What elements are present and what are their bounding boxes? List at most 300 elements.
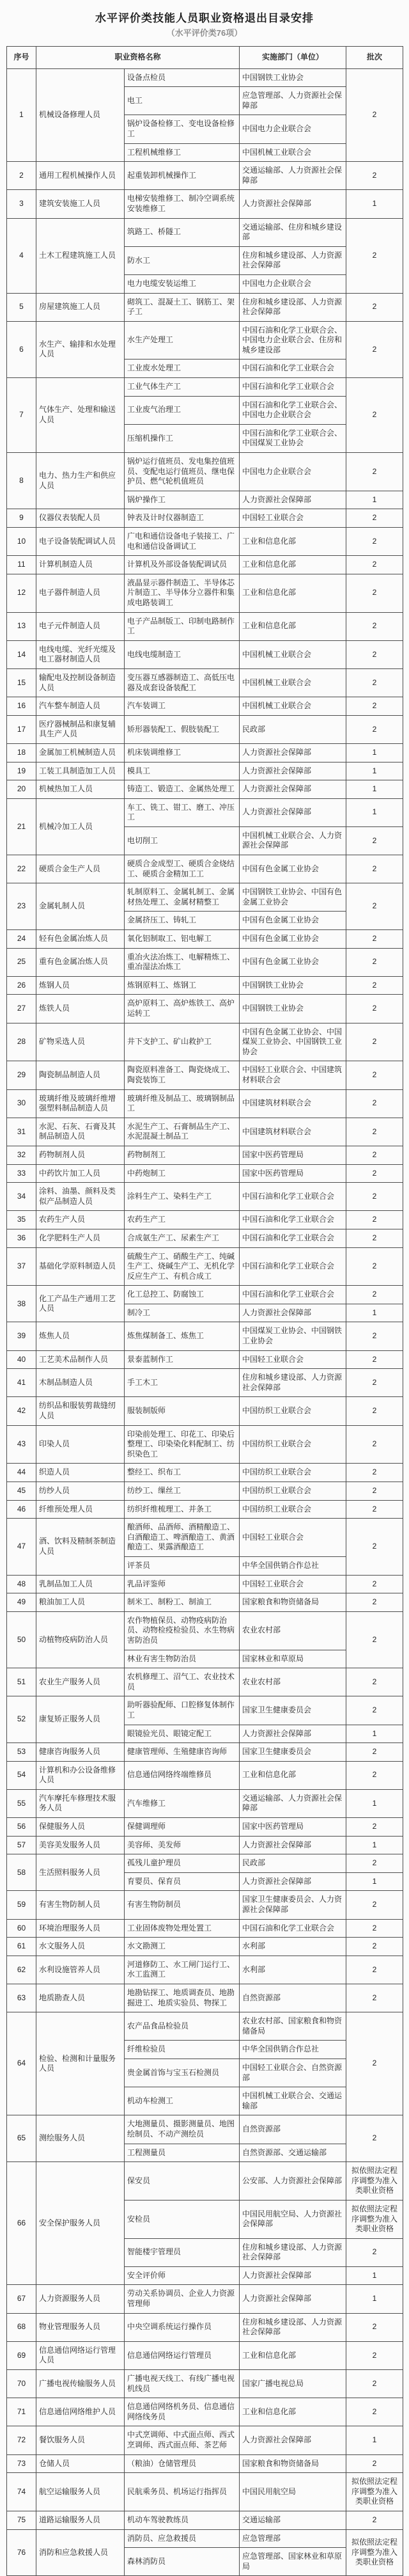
department-cell: 中国石油和化学工业联合会: [240, 360, 346, 378]
department-cell: 应急管理部: [240, 2529, 346, 2548]
department-cell: 国家卫生健康委员会、人力资源社会保障部: [240, 1891, 346, 1919]
row-number-cell: 69: [7, 2341, 36, 2369]
qualification-catalog-table: [6, 46, 403, 2576]
table-row: [7, 1761, 403, 1789]
row-number-cell: 20: [7, 780, 36, 799]
row-number-cell: 9: [7, 509, 36, 528]
department-cell: 人力资源社会保障部: [240, 798, 346, 826]
qualification-name-cell: 消防员、应急救援员: [125, 2529, 240, 2548]
table-row: [7, 1575, 403, 1593]
department-cell: 国家粮食和物资储备局: [240, 2454, 346, 2473]
batch-cell: 2: [346, 948, 403, 976]
qualification-name-cell: 广电和通信设备电子装接工、广电和通信设备调试工: [125, 528, 240, 556]
qualification-name-cell: 纺纱工、缫丝工: [125, 1482, 240, 1501]
batch-cell: 2: [346, 2370, 403, 2398]
qualification-name-cell: 硫酸生产工、硝酸生产工、纯碱生产工、烧碱生产工、无机化学反应生产工、有机合成工: [125, 1247, 240, 1286]
qualification-name-cell: 水泥生产工、石膏制品生产工、水泥混凝土制品工: [125, 1118, 240, 1146]
department-cell: 交通运输部、人力资源社会保障部: [240, 162, 346, 190]
department-cell: 自然资源部: [240, 1984, 346, 2012]
row-number-cell: 40: [7, 1350, 36, 1369]
row-number-cell: 52: [7, 1696, 36, 1743]
qualification-name-cell: 锅炉操作工: [125, 491, 240, 509]
category-cell: 信息通信网络运行管理人员: [36, 2341, 125, 2369]
row-number-cell: 63: [7, 1984, 36, 2012]
department-cell: 中国石油和化学工业联合会: [240, 1211, 346, 1229]
batch-cell: 2: [346, 883, 403, 930]
category-cell: 金属轧制人员: [36, 883, 125, 930]
department-cell: 人力资源社会保障部: [240, 1304, 346, 1322]
row-number-cell: 70: [7, 2370, 36, 2398]
table-row: [7, 378, 403, 397]
category-cell: 通用工程机械操作人员: [36, 162, 125, 190]
row-number-cell: 14: [7, 640, 36, 668]
qualification-name-cell: 健康管理师、生殖健康咨询师: [125, 1743, 240, 1762]
row-number-cell: 73: [7, 2454, 36, 2473]
row-number-cell: 33: [7, 1164, 36, 1183]
row-number-cell: 35: [7, 1211, 36, 1229]
row-number-cell: 21: [7, 798, 36, 855]
category-cell: 水生产、输排和水处理人员: [36, 321, 125, 377]
table-row: [7, 528, 403, 556]
qualification-name-cell: 化工总控工、防腐蚀工: [125, 1286, 240, 1304]
category-cell: 陶瓷制品制造人员: [36, 1061, 125, 1089]
qualification-name-cell: 金属挤压工、铸轧工: [125, 912, 240, 930]
batch-cell: 2: [346, 1984, 403, 2012]
batch-cell: 2: [346, 378, 403, 453]
category-cell: 炼钢人员: [36, 976, 125, 995]
department-cell: 中国轻工业联合会、中国建筑材料联合会: [240, 1061, 346, 1089]
row-number-cell: 24: [7, 930, 36, 949]
department-cell: 中国石油和化学工业联合会: [240, 1229, 346, 1247]
qualification-name-cell: 井下支护工、矿山救护工: [125, 1023, 240, 1061]
department-cell: 中国机械工业联合会、交通运输部: [240, 2087, 346, 2115]
department-cell: 工业和信息化部: [240, 2398, 346, 2426]
qualification-name-cell: 炼钢原料工、炼钢工: [125, 976, 240, 995]
department-cell: 自然资源部、交通运输部: [240, 2144, 346, 2162]
department-cell: 中国钢铁工业协会: [240, 995, 346, 1023]
category-cell: 地质勘查人员: [36, 1984, 125, 2012]
qualification-name-cell: 景泰蓝制作工: [125, 1350, 240, 1369]
row-number-cell: 29: [7, 1061, 36, 1089]
department-cell: 国家中医药管理局: [240, 1164, 346, 1183]
batch-cell: 2: [346, 528, 403, 556]
department-cell: 人力资源社会保障部: [240, 1836, 346, 1854]
batch-cell: 拟依照法定程序调整为准入类职业资格: [346, 2529, 403, 2576]
row-number-cell: 54: [7, 1761, 36, 1789]
category-cell: 农药生产人员: [36, 1211, 125, 1229]
category-cell: 检验、检测和计量服务人员: [36, 2012, 125, 2115]
table-row: [7, 1482, 403, 1501]
table-row: [7, 2473, 403, 2511]
qualification-name-cell: 电工: [125, 87, 240, 115]
batch-cell: 2: [346, 1611, 403, 1668]
table-row: [7, 1919, 403, 1938]
table-row: [7, 1743, 403, 1762]
batch-cell: 2: [346, 995, 403, 1023]
batch-cell: 2: [346, 668, 403, 697]
qualification-name-cell: 农机修理工、沼气工、农业技术员: [125, 1668, 240, 1696]
table-row: [7, 218, 403, 246]
batch-cell: 2: [346, 1425, 403, 1464]
qualification-name-cell: 农药生产工: [125, 1211, 240, 1229]
batch-cell: 2: [346, 574, 403, 612]
qualification-name-cell: 信息通信网络运行管理员: [125, 2341, 240, 2369]
table-row: [7, 1118, 403, 1146]
category-cell: 玻璃纤维及玻璃纤维增强塑料制品制造人员: [36, 1089, 125, 1118]
row-number-cell: 15: [7, 668, 36, 697]
department-cell: 农业农村部: [240, 1668, 346, 1696]
batch-cell: 2: [346, 930, 403, 949]
department-cell: 农业农村部、国家粮食和物资储备局: [240, 2012, 346, 2041]
table-row: [7, 2511, 403, 2529]
qualification-name-cell: 工业废气治理工: [125, 396, 240, 424]
department-cell: 中华全国供销合作总社: [240, 2041, 346, 2059]
department-cell: 公安部、人力资源社会保障部: [240, 2162, 346, 2201]
category-cell: 电子器件制造人员: [36, 574, 125, 612]
department-cell: 中国机械工业联合会: [240, 143, 346, 162]
department-cell: 中国机械工业联合会: [240, 697, 346, 716]
batch-cell: 2: [346, 293, 403, 321]
batch-cell: 1: [346, 2266, 403, 2285]
category-cell: 安全保护服务人员: [36, 2162, 125, 2285]
qualification-name-cell: 工业气体生产工: [125, 378, 240, 397]
qualification-name-cell: 中式烹调师、中式面点师、西式烹调师、西式面点师、茶艺师: [125, 2426, 240, 2454]
batch-cell: 1: [346, 2285, 403, 2313]
qualification-name-cell: 农作物植保员、动物疫病防治员、动物检疫检验员、水生物病害防治员: [125, 1611, 240, 1650]
table-row: [7, 743, 403, 762]
qualification-name-cell: 整经工、织布工: [125, 1464, 240, 1482]
department-cell: 人力资源社会保障部: [240, 780, 346, 799]
category-cell: 健康咨询服务人员: [36, 1743, 125, 1762]
qualification-name-cell: 设备点检员: [125, 68, 240, 87]
department-cell: 中国电力企业联合会: [240, 274, 346, 293]
qualification-name-cell: 育婴员、保育员: [125, 1872, 240, 1891]
category-cell: 炼焦人员: [36, 1322, 125, 1350]
batch-cell: 1: [346, 1304, 403, 1322]
row-number-cell: 8: [7, 453, 36, 509]
department-cell: 工业和信息化部: [240, 556, 346, 574]
row-number-cell: 57: [7, 1836, 36, 1854]
table-row: [7, 1089, 403, 1118]
row-number-cell: 64: [7, 2012, 36, 2115]
department-cell: 水利部: [240, 1956, 346, 1984]
category-cell: 广播电视传输服务人员: [36, 2370, 125, 2398]
batch-cell: 2: [346, 612, 403, 640]
department-cell: 国家林业和草原局: [240, 1650, 346, 1668]
category-cell: 土木工程建筑施工人员: [36, 218, 125, 293]
table-row: [7, 668, 403, 697]
batch-cell: 2: [346, 1146, 403, 1164]
qualification-name-cell: 电线电缆制造工: [125, 640, 240, 668]
batch-cell: 2: [346, 453, 403, 491]
row-number-cell: 53: [7, 1743, 36, 1762]
table-row: [7, 697, 403, 716]
department-cell: 工业和信息化部: [240, 1761, 346, 1789]
department-cell: 中国石油和化学工业联合会、中国电力企业联合会、住房和城乡建设部: [240, 321, 346, 360]
qualification-name-cell: 工业固体废物处理处置工: [125, 1919, 240, 1938]
category-cell: 输配电及控制设备制造人员: [36, 668, 125, 697]
page-subtitle: （水平评价类76项）: [166, 28, 243, 38]
batch-cell: 1: [346, 2426, 403, 2454]
row-number-cell: 36: [7, 1229, 36, 1247]
row-number-cell: 10: [7, 528, 36, 556]
category-cell: 工装工具制造加工人员: [36, 762, 125, 780]
category-cell: 气体生产、处理和输送人员: [36, 378, 125, 453]
category-cell: 印染人员: [36, 1425, 125, 1464]
department-cell: 中国煤炭工业协会、中国钢铁工业协会: [240, 1322, 346, 1350]
department-cell: 交通运输部、住房和城乡建设部: [240, 218, 346, 246]
batch-cell: 2: [346, 1956, 403, 1984]
row-number-cell: 13: [7, 612, 36, 640]
table-row: [7, 2426, 403, 2454]
qualification-name-cell: 智能楼宇管理员: [125, 2238, 240, 2266]
batch-cell: 2: [346, 2115, 403, 2162]
department-cell: 人力资源社会保障部: [240, 2266, 346, 2285]
qualification-name-cell: 工程测量员: [125, 2144, 240, 2162]
batch-cell: 2: [346, 556, 403, 574]
row-number-cell: 71: [7, 2398, 36, 2426]
table-row: [7, 2012, 403, 2041]
batch-cell: 2: [346, 1575, 403, 1593]
batch-cell: 2: [346, 1247, 403, 1286]
category-cell: 水利设施管养人员: [36, 1956, 125, 1984]
table-row: [7, 1836, 403, 1854]
batch-cell: 2: [346, 1668, 403, 1696]
row-number-cell: 6: [7, 321, 36, 377]
qualification-name-cell: 玻璃纤维及制品工、玻璃钢制品工: [125, 1089, 240, 1118]
qualification-name-cell: 机床装调维修工: [125, 743, 240, 762]
row-number-cell: 26: [7, 976, 36, 995]
table-row: [7, 930, 403, 949]
department-cell: 国家粮食和物资储备局: [240, 1593, 346, 1612]
category-cell: 机械设备修理人员: [36, 68, 125, 162]
batch-cell: 2: [346, 1519, 403, 1575]
row-number-cell: 50: [7, 1611, 36, 1668]
table-row: [7, 1146, 403, 1164]
department-cell: 住房和城乡建设部、人力资源社会保障部: [240, 2313, 346, 2341]
batch-cell: 1: [346, 491, 403, 509]
qualification-name-cell: 氧化铝制取工、铝电解工: [125, 930, 240, 949]
row-number-cell: 51: [7, 1668, 36, 1696]
table-row: [7, 2115, 403, 2144]
row-number-cell: 65: [7, 2115, 36, 2162]
category-cell: 动植物疫病防治人员: [36, 1611, 125, 1668]
table-row: [7, 1350, 403, 1369]
qualification-name-cell: 中央空调系统运行操作员: [125, 2313, 240, 2341]
category-cell: 水泥、石灰、石膏及其制品制造人员: [36, 1118, 125, 1146]
batch-cell: 2: [346, 826, 403, 855]
batch-cell: 2: [346, 1164, 403, 1183]
batch-cell: 2: [346, 1369, 403, 1397]
batch-cell: 拟依照法定程序调整为准入类职业资格: [346, 2200, 403, 2238]
department-cell: 中国石油和化学工业联合会: [240, 1919, 346, 1938]
department-cell: 中国有色金属工业协会: [240, 948, 346, 976]
qualification-name-cell: 硬质合金成型工、硬质合金烧结工、硬质合金精加工工: [125, 855, 240, 883]
table-row: [7, 293, 403, 321]
qualification-name-cell: 安全评价师: [125, 2266, 240, 2285]
row-number-cell: 28: [7, 1023, 36, 1061]
batch-cell: 2: [346, 68, 403, 162]
row-number-cell: 7: [7, 378, 36, 453]
qualification-name-cell: 纤维检验员: [125, 2041, 240, 2059]
qualification-name-cell: 中药炮制工: [125, 1164, 240, 1183]
category-cell: 化学肥料生产人员: [36, 1229, 125, 1247]
batch-cell: 拟依照法定程序调整为准入类职业资格: [346, 2473, 403, 2511]
category-cell: 轻有色金属冶炼人员: [36, 930, 125, 949]
table-row: [7, 1854, 403, 1873]
department-cell: 人力资源社会保障部: [240, 190, 346, 218]
qualification-name-cell: 铸造工、锻造工、金属热处理工: [125, 780, 240, 799]
table-row: [7, 2162, 403, 2201]
category-cell: 物业管理服务人员: [36, 2313, 125, 2341]
batch-cell: 2: [346, 1696, 403, 1725]
qualification-name-cell: 液晶显示器件制造工、半导体芯片制造工、半导体分立器件和集成电路装调工: [125, 574, 240, 612]
department-cell: 中国机械工业联合会: [240, 640, 346, 668]
batch-cell: 2: [346, 1464, 403, 1482]
row-number-cell: 61: [7, 1938, 36, 1956]
category-cell: 房屋建筑施工人员: [36, 293, 125, 321]
department-cell: 应急管理部、国家林业和草原局: [240, 2548, 346, 2576]
batch-cell: 2: [346, 1482, 403, 1501]
department-cell: 自然资源部: [240, 2115, 346, 2144]
qualification-name-cell: 涂料生产工、染料生产工: [125, 1183, 240, 1211]
table-row: [7, 2313, 403, 2341]
batch-cell: 2: [346, 1229, 403, 1247]
qualification-name-cell: 钟表及计时仪器制造工: [125, 509, 240, 528]
row-number-cell: 66: [7, 2162, 36, 2285]
category-cell: 有害生物防制人员: [36, 1891, 125, 1919]
batch-cell: 2: [346, 1919, 403, 1938]
category-cell: 消防和应急救援人员: [36, 2529, 125, 2576]
table-row: [7, 1023, 403, 1061]
category-cell: 矿物采选人员: [36, 1023, 125, 1061]
batch-cell: 2: [346, 1286, 403, 1304]
department-cell: 人力资源社会保障部: [240, 1725, 346, 1743]
table-row: [7, 1061, 403, 1089]
category-cell: 测绘服务人员: [36, 2115, 125, 2162]
qualification-name-cell: 高炉原料工、高炉炼铁工、高炉运转工: [125, 995, 240, 1023]
batch-cell: 1: [346, 1789, 403, 1817]
department-cell: 中国机械工业联合会、人力资源社会保障部: [240, 826, 346, 855]
batch-cell: 2: [346, 640, 403, 668]
batch-cell: 2: [346, 1023, 403, 1061]
category-cell: 汽车整车制造人员: [36, 697, 125, 716]
table-row: [7, 883, 403, 912]
table-row: [7, 798, 403, 826]
category-cell: 环境治理服务人员: [36, 1919, 125, 1938]
qualification-name-cell: 保安员: [125, 2162, 240, 2201]
row-number-cell: 3: [7, 190, 36, 218]
table-row: [7, 1593, 403, 1612]
category-cell: 织造人员: [36, 1464, 125, 1482]
batch-cell: 2: [346, 1743, 403, 1762]
qualification-name-cell: 轧制原料工、金属轧制工、金属材热处理工、金属材精整工: [125, 883, 240, 912]
table-row: [7, 1938, 403, 1956]
category-cell: 电线电缆、光纤光缆及电工器材制造人员: [36, 640, 125, 668]
department-cell: 国家中医药管理局: [240, 1146, 346, 1164]
qualification-name-cell: 电力电缆安装运维工: [125, 274, 240, 293]
department-cell: 中国轻工业联合会、自然资源部: [240, 2058, 346, 2087]
batch-cell: 2: [346, 715, 403, 743]
batch-cell: 2: [346, 2341, 403, 2369]
row-number-cell: 72: [7, 2426, 36, 2454]
batch-cell: 1: [346, 1872, 403, 1891]
department-cell: 国家广播电视总局: [240, 2370, 346, 2398]
row-number-cell: 37: [7, 1247, 36, 1286]
qualification-name-cell: 陶瓷原料准备工、陶瓷烧成工、陶瓷装饰工: [125, 1061, 240, 1089]
department-cell: 农业农村部: [240, 1611, 346, 1650]
category-cell: 人力资源服务人员: [36, 2285, 125, 2313]
department-cell: 中国石油和化学工业联合会: [240, 1286, 346, 1304]
category-cell: 汽车摩托车修理技术服务人员: [36, 1789, 125, 1817]
table-row: [7, 1611, 403, 1650]
row-number-cell: 30: [7, 1089, 36, 1118]
qualification-name-cell: 车工、铣工、钳工、磨工、冲压工: [125, 798, 240, 826]
batch-cell: 2: [346, 1089, 403, 1118]
department-cell: 中国轻工业联合会: [240, 509, 346, 528]
batch-cell: 1: [346, 1725, 403, 1743]
qualification-name-cell: 水文勘测工: [125, 1938, 240, 1956]
department-cell: 国家卫生健康委员会: [240, 1696, 346, 1725]
table-row: [7, 556, 403, 574]
qualification-name-cell: 乳品评鉴师: [125, 1575, 240, 1593]
department-cell: 中国民用航空局: [240, 2473, 346, 2511]
category-cell: 涂料、油墨、颜料及类似产品制造人员: [36, 1183, 125, 1211]
qualification-name-cell: 起重装卸机械操作工: [125, 162, 240, 190]
qualification-name-cell: 地勘钻探工、地质调查员、地勘掘进工、地质实验员、物探工: [125, 1984, 240, 2012]
department-cell: 中国石油和化学工业联合会: [240, 1183, 346, 1211]
qualification-name-cell: 纺织纤维梳理工、并条工: [125, 1500, 240, 1519]
row-number-cell: 5: [7, 293, 36, 321]
qualification-name-cell: 变压器互感器制造工、高低压电器及成套设备装配工: [125, 668, 240, 697]
qualification-name-cell: 汽车装调工: [125, 697, 240, 716]
batch-cell: 2: [346, 1211, 403, 1229]
row-number-cell: 59: [7, 1891, 36, 1919]
department-cell: 工业和信息化部: [240, 528, 346, 556]
row-number-cell: 39: [7, 1322, 36, 1350]
qualification-name-cell: 林业有害生物防治员: [125, 1650, 240, 1668]
department-cell: 中国电力企业联合会: [240, 115, 346, 143]
row-number-cell: 58: [7, 1854, 36, 1891]
table-row: [7, 1397, 403, 1425]
table-row: [7, 1211, 403, 1229]
category-cell: 纤维预处理人员: [36, 1500, 125, 1519]
qualification-name-cell: 制米工、制粉工、制油工: [125, 1593, 240, 1612]
category-cell: 道路运输服务人员: [36, 2511, 125, 2529]
category-cell: 餐饮服务人员: [36, 2426, 125, 2454]
department-cell: 中国轻工业联合会: [240, 1350, 346, 1369]
qualification-name-cell: 矫形器装配工、假肢装配工: [125, 715, 240, 743]
row-number-cell: 42: [7, 1397, 36, 1425]
qualification-name-cell: 机动车检测工: [125, 2087, 240, 2115]
row-number-cell: 46: [7, 1500, 36, 1519]
department-cell: 水利部: [240, 1938, 346, 1956]
department-cell: 人力资源社会保障部: [240, 762, 346, 780]
qualification-name-cell: 炼焦煤制备工、炼焦工: [125, 1322, 240, 1350]
batch-cell: 2: [346, 1118, 403, 1146]
department-cell: 中国建筑材料联合会: [240, 1118, 346, 1146]
qualification-name-cell: 酿酒师、品酒师、酒精酿造工、白酒酿造工、啤酒酿造工、黄酒酿造工、果露酒酿造工: [125, 1519, 240, 1557]
category-cell: 机械热加工人员: [36, 780, 125, 799]
qualification-name-cell: 森林消防员: [125, 2548, 240, 2576]
batch-cell: 1: [346, 798, 403, 826]
qualification-name-cell: 锅炉设备检修工、变电设备检修工: [125, 115, 240, 143]
table-row: [7, 2529, 403, 2548]
category-cell: 工艺美术品制作人员: [36, 1350, 125, 1369]
department-cell: 人力资源社会保障部: [240, 491, 346, 509]
department-cell: 中华全国供销合作总社: [240, 1556, 346, 1575]
qualification-name-cell: 锅炉运行值班员、发电集控值班员、变配电运行值班员、继电保护员、燃气轮机值班员: [125, 453, 240, 491]
